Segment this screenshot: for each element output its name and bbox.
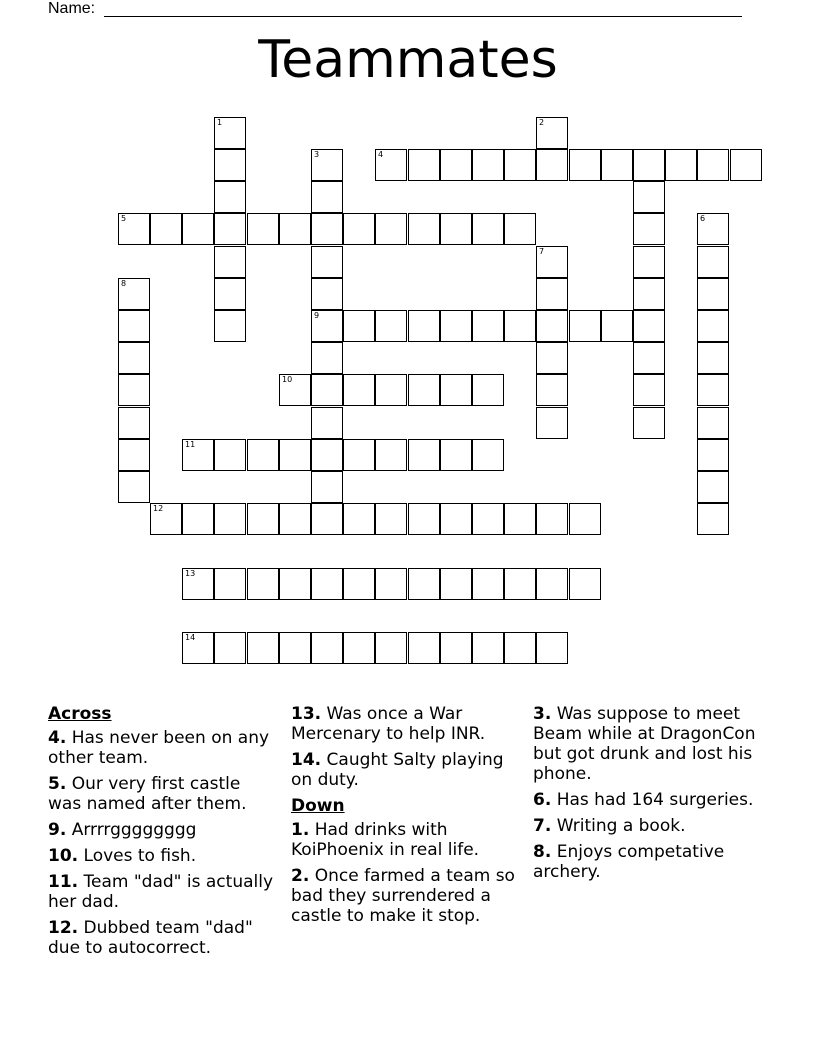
grid-cell[interactable] xyxy=(375,213,407,245)
clue-across-10 xyxy=(48,846,278,866)
clue-down-7 xyxy=(533,816,773,836)
grid-cell[interactable] xyxy=(633,278,665,310)
grid-cell[interactable] xyxy=(536,632,568,664)
clue-number: 7. xyxy=(533,816,552,836)
grid-cell[interactable] xyxy=(408,439,440,471)
grid-cell[interactable] xyxy=(214,181,246,213)
grid-cell[interactable] xyxy=(536,149,568,181)
grid-cell[interactable] xyxy=(182,213,214,245)
grid-cell[interactable] xyxy=(118,471,150,503)
grid-cell[interactable] xyxy=(472,213,504,245)
clue-number-label: 10 xyxy=(282,375,293,384)
clue-number-label: 9 xyxy=(314,311,320,320)
grid-cell[interactable] xyxy=(697,278,729,310)
clue-text: Once farmed a team so bad they surrendered a castle to make it stop. xyxy=(291,866,515,926)
grid-cell[interactable] xyxy=(118,213,150,245)
clue-number: 5. xyxy=(48,774,67,794)
grid-cell[interactable] xyxy=(408,632,440,664)
grid-cell[interactable] xyxy=(214,632,246,664)
grid-cell[interactable] xyxy=(601,310,633,342)
clue-text: Has had 164 surgeries. xyxy=(556,790,754,810)
grid-cell[interactable] xyxy=(279,503,311,535)
clue-text: Was once a War Mercenary to help INR. xyxy=(291,704,486,744)
grid-cell[interactable] xyxy=(440,632,472,664)
grid-cell[interactable] xyxy=(118,342,150,374)
grid-cell[interactable] xyxy=(536,568,568,600)
grid-cell[interactable] xyxy=(536,117,568,149)
grid-cell[interactable] xyxy=(697,246,729,278)
grid-cell[interactable] xyxy=(472,374,504,406)
grid-cell[interactable] xyxy=(408,149,440,181)
clue-across-4 xyxy=(48,728,278,768)
clue-number: 13. xyxy=(291,704,322,724)
clue-number-label: 5 xyxy=(121,214,127,223)
down-heading: Down xyxy=(291,796,345,816)
grid-cell[interactable] xyxy=(375,149,407,181)
clue-text: Dubbed team "dad" due to autocorrect. xyxy=(48,918,253,958)
clue-text: Caught Salty playing on duty. xyxy=(291,750,504,790)
grid-cell[interactable] xyxy=(536,246,568,278)
across-heading: Across xyxy=(48,704,112,724)
grid-cell[interactable] xyxy=(214,117,246,149)
grid-cell[interactable] xyxy=(697,374,729,406)
grid-cell[interactable] xyxy=(633,213,665,245)
clue-number-label: 13 xyxy=(185,569,196,578)
grid-cell[interactable] xyxy=(569,568,601,600)
grid-cell[interactable] xyxy=(472,503,504,535)
grid-cell[interactable] xyxy=(472,439,504,471)
grid-cell[interactable] xyxy=(279,213,311,245)
grid-cell[interactable] xyxy=(440,503,472,535)
grid-cell[interactable] xyxy=(375,310,407,342)
grid-cell[interactable] xyxy=(343,632,375,664)
grid-cell[interactable] xyxy=(440,149,472,181)
clue-across-9 xyxy=(48,820,278,840)
grid-cell[interactable] xyxy=(440,439,472,471)
clue-across-13 xyxy=(291,704,516,744)
grid-cell[interactable] xyxy=(118,310,150,342)
clue-number: 11. xyxy=(48,872,79,892)
grid-cell[interactable] xyxy=(472,568,504,600)
grid-cell[interactable] xyxy=(536,310,568,342)
page-title: Teammates xyxy=(258,30,558,90)
grid-cell[interactable] xyxy=(569,310,601,342)
clue-number: 8. xyxy=(533,842,552,862)
grid-cell[interactable] xyxy=(633,310,665,342)
clue-number-label: 6 xyxy=(700,214,706,223)
grid-cell[interactable] xyxy=(472,632,504,664)
grid-cell[interactable] xyxy=(408,568,440,600)
grid-cell[interactable] xyxy=(247,439,279,471)
clue-number-label: 3 xyxy=(314,150,320,159)
clue-number: 1. xyxy=(291,820,310,840)
grid-cell[interactable] xyxy=(118,407,150,439)
grid-cell[interactable] xyxy=(440,568,472,600)
grid-cell[interactable] xyxy=(247,503,279,535)
grid-cell[interactable] xyxy=(343,439,375,471)
grid-cell[interactable] xyxy=(311,310,343,342)
grid-cell[interactable] xyxy=(311,503,343,535)
clue-number-label: 12 xyxy=(153,504,164,513)
clue-number-label: 14 xyxy=(185,633,196,642)
grid-cell[interactable] xyxy=(633,246,665,278)
grid-cell[interactable] xyxy=(311,568,343,600)
grid-cell[interactable] xyxy=(247,213,279,245)
clue-number: 6. xyxy=(533,790,552,810)
clue-down-8 xyxy=(533,842,773,882)
grid-cell[interactable] xyxy=(730,149,762,181)
grid-cell[interactable] xyxy=(279,439,311,471)
clue-across-14 xyxy=(291,750,516,790)
grid-cell[interactable] xyxy=(247,632,279,664)
grid-cell[interactable] xyxy=(697,503,729,535)
grid-cell[interactable] xyxy=(343,310,375,342)
clue-down-6 xyxy=(533,790,773,810)
clue-number-label: 2 xyxy=(539,118,545,127)
grid-cell[interactable] xyxy=(214,310,246,342)
grid-cell[interactable] xyxy=(440,213,472,245)
clue-number: 4. xyxy=(48,728,67,748)
clue-number-label: 7 xyxy=(539,247,545,256)
grid-cell[interactable] xyxy=(214,149,246,181)
clue-down-1 xyxy=(291,820,516,860)
grid-cell[interactable] xyxy=(375,568,407,600)
clue-number: 10. xyxy=(48,846,79,866)
clue-number: 12. xyxy=(48,918,79,938)
clue-column-2 xyxy=(291,704,516,932)
grid-cell[interactable] xyxy=(311,632,343,664)
grid-cell[interactable] xyxy=(633,149,665,181)
grid-cell[interactable] xyxy=(311,342,343,374)
clue-down-2 xyxy=(291,866,516,926)
grid-cell[interactable] xyxy=(118,278,150,310)
grid-cell[interactable] xyxy=(311,149,343,181)
grid-cell[interactable] xyxy=(279,632,311,664)
grid-cell[interactable] xyxy=(343,213,375,245)
clue-number-label: 4 xyxy=(378,150,384,159)
grid-cell[interactable] xyxy=(633,374,665,406)
clue-text: Enjoys competative archery. xyxy=(533,842,725,882)
clue-text: Writing a book. xyxy=(556,816,686,836)
grid-cell[interactable] xyxy=(504,310,536,342)
clue-text: Our very first castle was named after them. xyxy=(48,774,247,814)
name-label: Name: xyxy=(48,0,96,17)
clue-across-11 xyxy=(48,872,278,912)
clue-text: Arrrrgggggggg xyxy=(71,820,197,840)
grid-cell[interactable] xyxy=(504,503,536,535)
clue-text: Team "dad" is actually her dad. xyxy=(48,872,274,912)
grid-cell[interactable] xyxy=(697,342,729,374)
grid-cell[interactable] xyxy=(536,278,568,310)
grid-cell[interactable] xyxy=(311,439,343,471)
clue-number-label: 1 xyxy=(217,118,223,127)
grid-cell[interactable] xyxy=(247,568,279,600)
grid-cell[interactable] xyxy=(150,213,182,245)
grid-cell[interactable] xyxy=(150,503,182,535)
grid-cell[interactable] xyxy=(408,310,440,342)
grid-cell[interactable] xyxy=(311,246,343,278)
grid-cell[interactable] xyxy=(214,278,246,310)
grid-cell[interactable] xyxy=(633,342,665,374)
grid-cell[interactable] xyxy=(504,632,536,664)
grid-cell[interactable] xyxy=(665,149,697,181)
grid-cell[interactable] xyxy=(697,213,729,245)
clue-across-5 xyxy=(48,774,278,814)
grid-cell[interactable] xyxy=(536,407,568,439)
clue-text: Loves to fish. xyxy=(83,846,197,866)
grid-cell[interactable] xyxy=(504,149,536,181)
grid-cell[interactable] xyxy=(408,213,440,245)
grid-cell[interactable] xyxy=(408,503,440,535)
grid-cell[interactable] xyxy=(633,181,665,213)
grid-cell[interactable] xyxy=(375,439,407,471)
grid-cell[interactable] xyxy=(440,310,472,342)
grid-cell[interactable] xyxy=(536,374,568,406)
clue-column-3 xyxy=(533,704,773,888)
grid-cell[interactable] xyxy=(214,213,246,245)
grid-cell[interactable] xyxy=(440,374,472,406)
grid-cell[interactable] xyxy=(536,342,568,374)
clue-down-3 xyxy=(533,704,773,784)
grid-cell[interactable] xyxy=(569,503,601,535)
grid-cell[interactable] xyxy=(375,632,407,664)
grid-cell[interactable] xyxy=(118,374,150,406)
grid-cell[interactable] xyxy=(214,246,246,278)
grid-cell[interactable] xyxy=(504,568,536,600)
grid-cell[interactable] xyxy=(182,439,214,471)
grid-cell[interactable] xyxy=(504,213,536,245)
clue-text: Has never been on any other team. xyxy=(48,728,270,768)
clue-number-label: 11 xyxy=(185,440,196,449)
grid-cell[interactable] xyxy=(311,407,343,439)
grid-cell[interactable] xyxy=(279,374,311,406)
grid-cell[interactable] xyxy=(311,471,343,503)
clue-across-12 xyxy=(48,918,278,958)
grid-cell[interactable] xyxy=(697,310,729,342)
grid-cell[interactable] xyxy=(311,181,343,213)
clue-number: 14. xyxy=(291,750,322,770)
clue-number-label: 8 xyxy=(121,279,127,288)
clue-number: 9. xyxy=(48,820,67,840)
grid-cell[interactable] xyxy=(118,439,150,471)
grid-cell[interactable] xyxy=(182,632,214,664)
grid-cell[interactable] xyxy=(697,407,729,439)
grid-cell[interactable] xyxy=(633,407,665,439)
clue-text: Had drinks with KoiPhoenix in real life. xyxy=(291,820,480,860)
grid-cell[interactable] xyxy=(601,149,633,181)
grid-cell[interactable] xyxy=(343,374,375,406)
clue-column-1 xyxy=(48,704,278,964)
grid-cell[interactable] xyxy=(214,503,246,535)
grid-cell[interactable] xyxy=(697,149,729,181)
grid-cell[interactable] xyxy=(311,213,343,245)
grid-cell[interactable] xyxy=(375,374,407,406)
grid-cell[interactable] xyxy=(214,568,246,600)
clue-number: 3. xyxy=(533,704,552,724)
grid-cell[interactable] xyxy=(279,568,311,600)
grid-cell[interactable] xyxy=(311,374,343,406)
clue-text: Was suppose to meet Beam while at DragonCon but got drunk and lost his phone. xyxy=(533,704,756,784)
grid-cell[interactable] xyxy=(408,374,440,406)
grid-cell[interactable] xyxy=(182,568,214,600)
clue-number: 2. xyxy=(291,866,310,886)
grid-cell[interactable] xyxy=(536,503,568,535)
grid-cell[interactable] xyxy=(343,568,375,600)
grid-cell[interactable] xyxy=(569,149,601,181)
grid-cell[interactable] xyxy=(214,439,246,471)
grid-cell[interactable] xyxy=(182,503,214,535)
grid-cell[interactable] xyxy=(472,310,504,342)
grid-cell[interactable] xyxy=(375,503,407,535)
grid-cell[interactable] xyxy=(472,149,504,181)
grid-cell[interactable] xyxy=(697,439,729,471)
grid-cell[interactable] xyxy=(311,278,343,310)
grid-cell[interactable] xyxy=(697,471,729,503)
grid-cell[interactable] xyxy=(343,503,375,535)
